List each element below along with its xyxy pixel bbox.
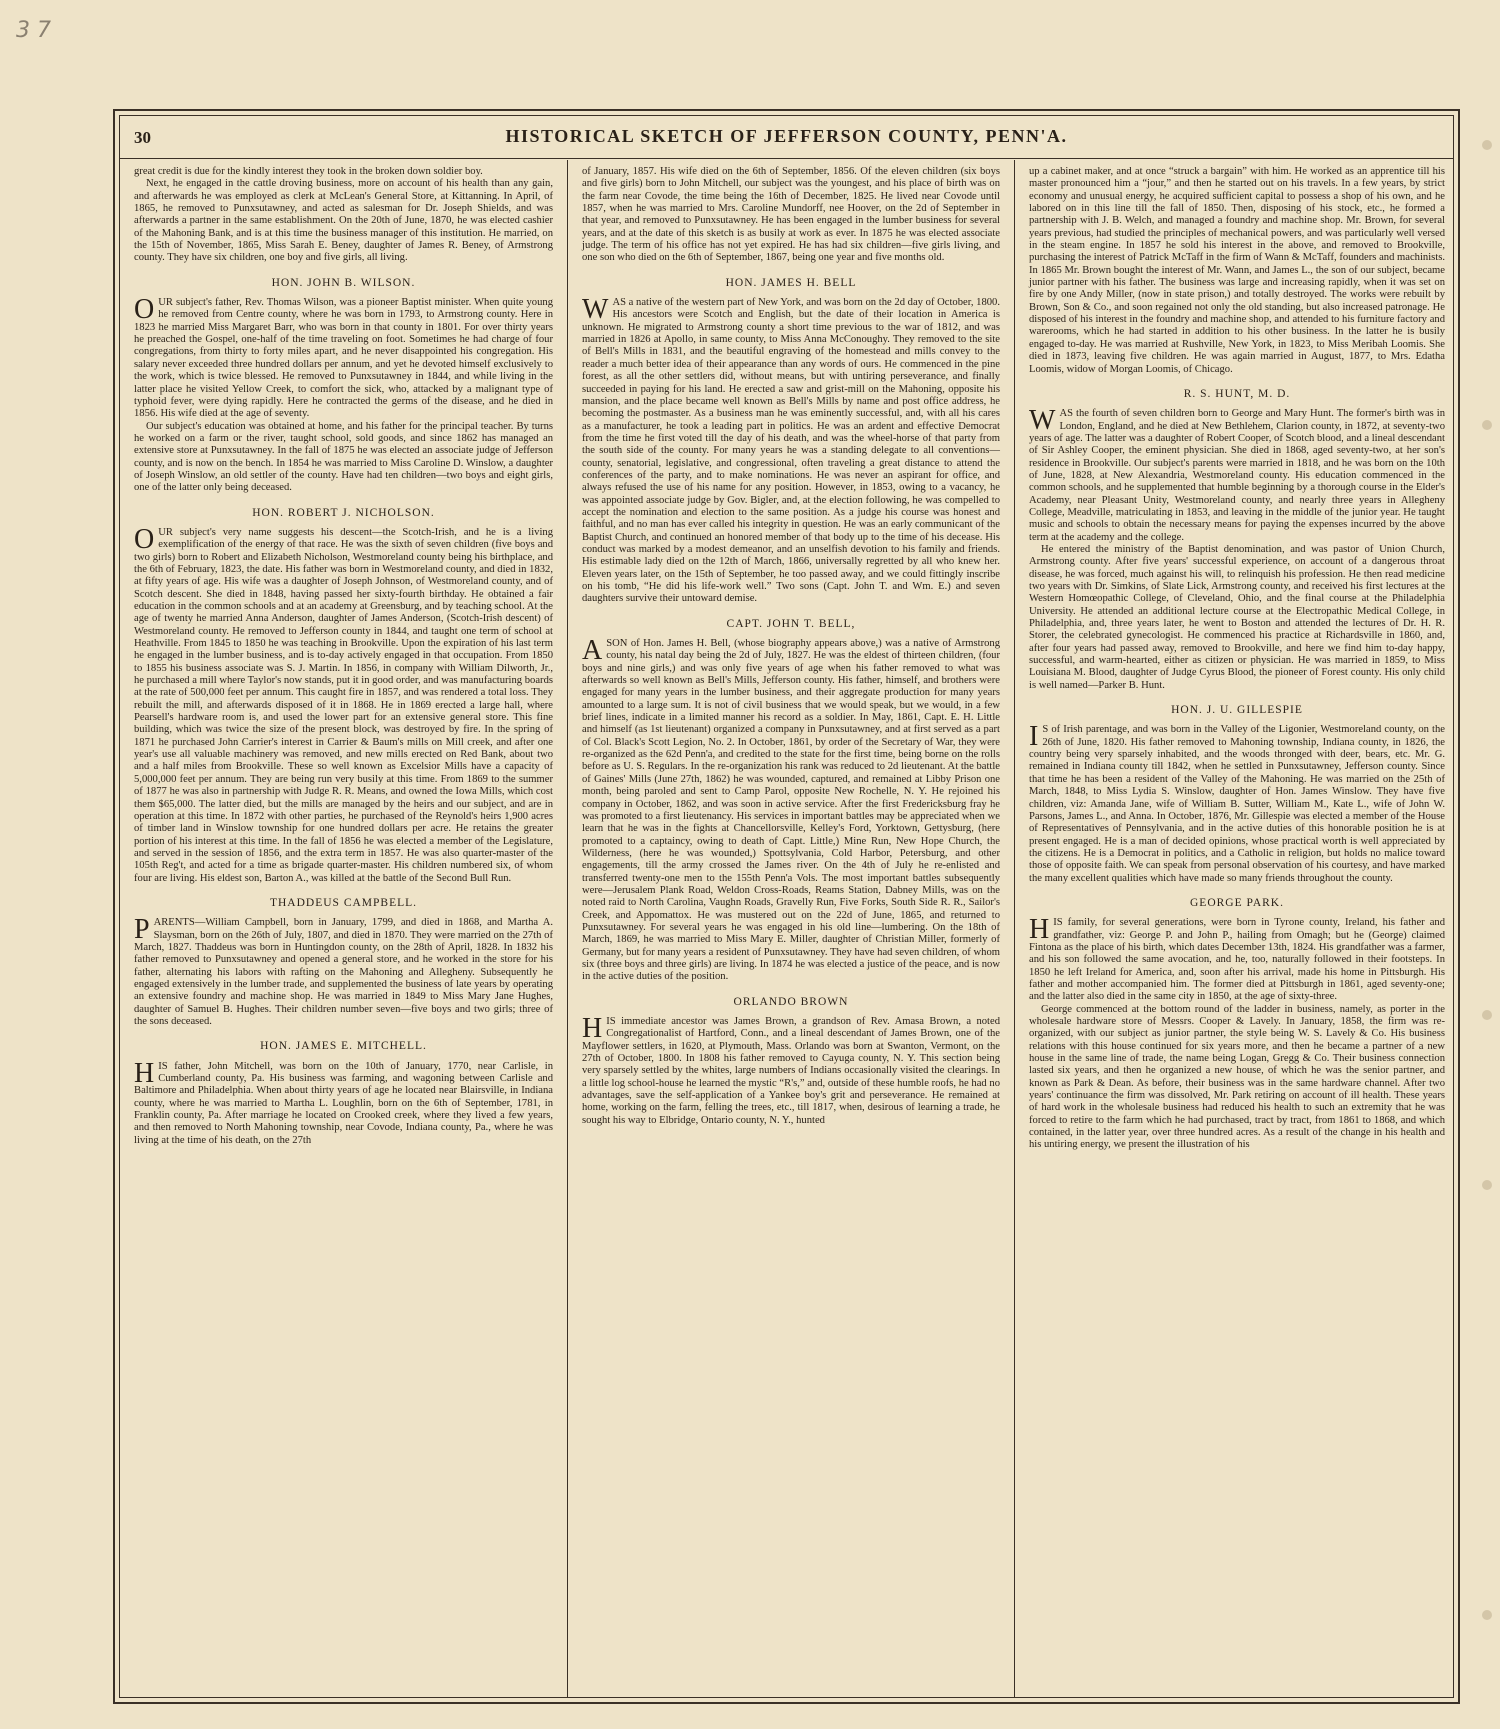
- paragraph: HIS immediate ancestor was James Brown, a grandson of Rev. Amasa Brown, a noted Congregationalist of Hartford, Conn., and a lineal descendant of James Brown, one of the Mayflower settlers, in 1620, at Plymouth, Mass. Orlando was born at Swanton, Vermont, on the 27th of October, 1800. In 1808 his father removed to Cayuga county, N. Y. This section being very sparsely settled by the whites, large numbers of Indians occasionally visited the clearings. In a little log school-house he learned the mystic “R's,” and, outside of these humble roofs, he had no advantages, save the self-application of a Yankee boy's grit and perseverance. He remained at home, working on the farm, felling the trees, etc., till 1817, when, desirous of learning a trade, he sought his way to Elbridge, Ontario county, N. Y., hunted: [582, 1013, 1000, 1126]
- binding-hole: [1482, 1010, 1492, 1020]
- paragraph: OUR subject's father, Rev. Thomas Wilson, was a pioneer Baptist minister. When quite young he removed from Centre county, where he was born in 1793, to Armstrong county. Here in 1823 he married Miss Margaret Barr, who was born in that county in 1801. For over thirty years he preached the Gospel, one-half of the time traveling on foot. Sometimes he had charge of four congregations, from thirty to forty miles apart, and he never disappointed his congregation. His salary never exceeded three hundred dollars per annum, and yet he devoted himself exclusively to the work, which is twice blessed. He removed to Punxsutawney in 1844, and while living in the latter place he visited Yellow Creek, to comfort the sick, who, attacked by a malignant type of typhoid fever, were dying rapidly. Here he contracted the germs of the disease, and he died in 1856. His wife died at the age of seventy.: [134, 294, 553, 420]
- binding-hole: [1482, 420, 1492, 430]
- paragraph: He entered the ministry of the Baptist denomination, and was pastor of Union Church, Armstrong county. After five years' successful experience, on account of a dangerous throat disease, he was forced, much against his will, to relinquish his profession. He then read medicine two years with Dr. Simkins, of Slate Lick, Armstrong county, and received his first lectures at the Western Homœopathic College, of Cleveland, Ohio, and the final course at the Philadelphia University. He attended an additional lecture course at the Electropathic Medical College, in Philadelphia, and, three years later, he went to Boston and attended the lectures of Dr. H. R. Storer, the celebrated gynecologist. He commenced his practice at Richardsville in 1860, and, after four years had passed away, removed to Brookville, and here we find him to-day happy, successful, and warm-hearted, either as citizen or physician. He was married in 1859, to Miss Louisiana M. Blood, daughter of Judge Cyrus Blood, the pioneer of Forest county. His only child is well named—Parker B. Hunt.: [1029, 543, 1445, 691]
- binding-hole: [1482, 140, 1492, 150]
- biography-heading: HON. J. U. GILLESPIE: [1171, 704, 1303, 717]
- paragraph: up a cabinet maker, and at once “struck a bargain” with him. He worked as an apprentice till his master pronounced him a “jour,” and then he started out on his travels. In a few years, by strict economy and unusual energy, he acquired sufficient capital to possess a shop of his own, and he labored on in this line till the fall of 1850. Then, disposing of his stock, etc., he formed a partnership with J. B. Welch, and managed a foundry and machine shop. Mr. Brown, for several years previous, had studied the principles of mechanical powers, and was particularly well versed in the steam engine. In 1857 he sold his interest in the above, and removed to Brookville, purchasing the interest of Patrick McTaff in the firm of Wann & McTaff, founders and machinists. In 1865 Mr. Brown bought the interest of Mr. Wann, and James L., the son of our subject, became junior partner with his father. The business was large and increasing rapidly, when it was set on fire by one Andy Miller, (now in state prison,) and totally destroyed. The works were rebuilt by Brown, Son & Co., and soon regained not only the old standing, but also increased patronage. He disposed of his interest in the foundry and machine shop, and attended to his furniture factory and warerooms, which he had started in addition to his other business. In the latter he is busily engaged to-day. He was married at Rushville, New York, in 1823, to Miss Meribah Loomis. She died in 1873, leaving five children. He was again married in August, 1877, to Mrs. Edatha Loomis, widow of Morgan Loomis, of Chicago.: [1029, 166, 1445, 375]
- biography-heading: GEORGE PARK.: [1189, 896, 1284, 909]
- binding-hole: [1482, 1610, 1492, 1620]
- running-title: HISTORICAL SKETCH OF JEFFERSON COUNTY, PENN'A.: [505, 126, 1068, 146]
- page-header: [120, 116, 1453, 159]
- biography-heading: CAPT. JOHN T. BELL,: [726, 617, 856, 630]
- paragraph: Our subject's education was obtained at home, and his father for the principal teacher. By turns he worked on a farm or the river, taught school, sold goods, and since 1862 has managed an extensive store at Punxsutawney. In the fall of 1875 he was elected an associate judge of Jefferson county, and is now on the bench. In 1854 he was married to Miss Caroline D. Winslow, a daughter of Joseph Winslow, an old settler of the county. Have had ten children—two boys and eight girls, one of the latter only being deceased.: [134, 420, 553, 494]
- paragraph: PARENTS—William Campbell, born in January, 1799, and died in 1868, and Martha A. Slaysman, born on the 26th of July, 1807, and died in 1870. They were married on the 27th of March, 1827. Thaddeus was born in Huntingdon county, on the 28th of April, 1828. In 1832 his father removed to Punxsutawney and opened a general store, and he worked in the store for his father, alternating his labors with rafting on the Mahoning and Allegheny. Subsequently he engaged extensively in the lumber trade, and supplemented the business of late years by operating an extensive foundry and machine shop. He was married in 1849 to Miss Mary Jane Hughes, daughter of Samuel B. Hughes. Their children number seven—five boys and two girls; three of the sons deceased.: [134, 914, 553, 1027]
- paragraph: of January, 1857. His wife died on the 6th of September, 1856. Of the eleven children (six boys and five girls) born to John Mitchell, our subject was the youngest, and his place of birth was on the farm near Covode, the time being the 16th of December, 1825. He lived near Covode until 1857, when he was married to Mrs. Caroline Mundorff, nee Hoover, on the 2d of September in that year, and removed to Punxsutawney. He has been engaged in the lumber business for several years, and at the date of this sketch is as busily at work as ever. In 1875 he was elected associate judge. The term of his office has not yet expired. He has had six children—five girls living, and one son who died on the 6th of September, 1867, being one year and five months old.: [582, 166, 1000, 264]
- paragraph: OUR subject's very name suggests his descent—the Scotch-Irish, and he is a living exemplification of the energy of that race. He was the sixth of seven children (five boys and two girls) born to Robert and Elizabeth Nicholson, Westmoreland county being his birthplace, and the 6th of February, 1823, the date. His father was born in Westmoreland county, and died in 1832, at fifty years of age. His wife was a daughter of Joseph Johnson, of Westmoreland county, and of Scotch descent. She died in 1848, having passed her sixty-fourth birthday. He obtained a fair education in the common schools and at an academy at Greensburg, and by teaching school. At the age of twenty he married Anna Anderson, daughter of James Anderson, (Scotch-Irish descent) of Westmoreland county. He removed to Jefferson county in 1844, and taught one term of school at Heathville. From 1845 to 1850 he was teaching in Brookville. Upon the expiration of his last term he engaged in the lumber business, and is to-day actively engaged in that occupation. From 1850 to 1855 his business associate was S. J. Martin. In 1856, in company with William Dilworth, Jr., he purchased a mill where Taylor's now stands, put it in good order, and was manufacturing boards at the rate of 500,000 feet per annum. This caught fire in 1857, and was rendered a total loss. They rebuilt the mill, and afterwards disposed of it in 1868. He in 1869 erected a large hall, where Pearsell's hardware room is, and used the lower part for an extensive general store. This fine building, which was twice the size of the present block, was destroyed by fire. In the spring of 1871 he purchased John Carrier's interest in Carrier & Baum's mills on Mill creek, and after one year's use all valuable machinery was removed, and new mills erected on Red Bank, about two and a half miles from Brookville. These so well known as Excelsior Mills have a capacity of 5,000,000 feet per annum. They are being run very busily at this time. From 1869 to the summer of 1877 he was also in partnership with Judge R. R. Means, and owned the Iowa Mills, which cost them $65,000. The latter died, but the mills are managed by the heirs and our subject, and are in operation at this time. In 1872 with other parties, he purchased of the Reynold's heirs 1,900 acres of timber land in Winslow township for one hundred dollars per acre. He retains the greater portion of his interest at this time. In the fall of 1856 he was elected a member of the Legislature, and served in the session of 1856, and the extra term in 1857. He was also quarter-master of the 105th Reg't, and acted for a time as brigade quarter-master. His children numbered six, of whom four are living. His eldest son, Barton A., was killed at the battle of the Second Bull Run.: [134, 523, 553, 884]
- biography-heading: HON. JAMES H. BELL: [725, 276, 857, 289]
- paragraph: ASON of Hon. James H. Bell, (whose biography appears above,) was a native of Armstrong county, his natal day being the 2d of July, 1827. He was the eldest of thirteen children, (four boys and nine girls,) and was only five years of age when his father removed to what was afterwards so well known as Bell's Mills, Jefferson county. His father, himself, and brothers were engaged for many years in the lumber business, and their aggregate production for many years amounted to a large sum. It is not of civil business that we would speak, but we would, in a few brief lines, indicate in a limited manner his record as a soldier. In May, 1861, Capt. E. H. Little and himself (as 1st lieutenant) organized a company in Punxsutawney, and at first served as a part of Col. Black's Scott Legion, No. 2. In October, 1861, by order of the Secretary of War, they were re-organized as the 62d Penn'a, and credited to the state for the first time, being borne on the rolls before as U. S. Regulars. In the re-organization his rank was reduced to 2d lieutenant. At the battle of Gaines' Mills (June 27th, 1862) he was wounded, captured, and remained at Libby Prison one month, being paroled and sent to Camp Parol, opposite New Rochelle, N. Y. He rejoined his company in October, 1862, and was soon in active service. After the first Fredericksburg fray he was promoted to a first lieutenancy. His services in important battles may be appreciated when we learn that he was in the fights at Chancellorsville, Kelley's Ford, Yorktown, Gettysburg, (here promoted to a captaincy, owing to death of Capt. Little,) Mine Run, New Hope Church, the Wilderness, (here he was wounded,) Spottsylvania, Cold Harbor, Petersburg, and other engagements, till the army crossed the James river. On the 4th of July he re-enlisted and transferred twenty-one men to the 155th Penn'a Vols. The most important battles subsequently were—Jerusalem Plank Road, Weldon Cross-Roads, Reams Station, Dabney Mills, was on the noted raid to North Carolina, Vaughn Roads, Gravelly Run, Five Forks, South Side R. R., Sailor's Creek, and Appomattox. He was mustered out on the 22d of June, 1865, and returned to Punxsutawney. For several years he was engaged in his old line—lumbering. On the 18th of March, 1869, he was married to Miss Mary E. Miller, daughter of Christian Miller, formerly of Germany, but for many years a resident of Punxsutawney. They have had seven children, of whom six (three boys and three girls) are living. In 1874 he was elected a justice of the peace, and is now in the active duties of the position.: [582, 635, 1000, 983]
- biography-heading: R. S. HUNT, M. D.: [1183, 387, 1291, 400]
- pencil-margin-note: 3 7: [16, 18, 51, 43]
- paragraph: WAS a native of the western part of New York, and was born on the 2d day of October, 1800. His ancestors were Scotch and English, but the date of their location in America is unknown. He migrated to Armstrong county a short time previous to the war of 1812, and was married in 1826 at Apollo, in same county, to Miss Anna McConoughy. They removed to the site of Bell's Mills in 1831, and the beautiful engraving of the homestead and mills convey to the reader a much better idea of their appearance than any words of ours. He commenced in the pine forest, as all the other settlers did, without means, but with untiring perseverance, and finally succeeded in paying for his land. He erected a saw and grist-mill on the Mahoning, opposite his mansion, and the place became well known as Bell's Mills by name and post office address, he becoming the postmaster. As a business man he was eminently successful, and, with all his cares as a manufacturer, he took a leading part in politics. He was an ardent and effective Democrat from the time he first voted till the day of his death, and was the wheel-horse of that party from the south side of the county. For many years he was a standing delegate to all conventions—county, senatorial, legislative, and congressional, often traveling a great distance to attend the conferences of the party, and to make nominations. He was never an aspirant for office, and always refused the use of his name for any position. However, in 1853, owing to a vacancy, he was appointed associate judge by Gov. Bigler, and, at the election following, he was compelled to accept the nomination and election to the same position. As a judge his course was honest and faithful, and no man has ever called his integrity in question. He was an early communicant of the Baptist Church, and continued an honored member of that body up to the time of his decease. His conduct was marked by a modest demeanor, and an unselfish devotion to his family and friends. His estimable lady died on the 12th of March, 1866, universally regretted by all who knew her. Eleven years later, on the 15th of September, he too passed away, and we could fittingly inscribe on his tomb, “He did his life-work well.” Two sons (Capt. John T. and Wm. E.) and seven daughters survive their untoward demise.: [582, 294, 1000, 605]
- paragraph: great credit is due for the kindly interest they took in the broken down soldier boy.: [134, 166, 483, 177]
- biography-heading: THADDEUS CAMPBELL.: [269, 896, 418, 909]
- paragraph: George commenced at the bottom round of the ladder in business, namely, as porter in the wholesale hardware store of Messrs. Cooper & Lavely. In January, 1858, the firm was re-organized, with our subject as junior partner, the style being W. S. Lavely & Co. His business relations with this house continued for six years more, and then he became a partner of a new house in the same line of trade, the name being Logan, Gregg & Co. Their business connection lasted six years, and then he organized a new house, of which he was the senior partner, and known as Park & Dean. As before, their business was in the same hardware channel. After two years' continuance the firm was dissolved, Mr. Park retiring on account of ill health. These years of hard work in the wholesale business had reduced his health to such an extremity that he was forced to retire to the farm which he had purchased, tract by tract, from 1861 to 1868, and which contained, in the latter year, over three hundred acres. As a result of the change in his health and his untiring energy, we present the illustration of his: [1029, 1003, 1445, 1151]
- paragraph: Next, he engaged in the cattle droving business, more on account of his health than any gain, and afterwards he was employed as clerk at McLean's General Store, at Kittanning. In April, of 1865, he removed to Punxsutawney, and acted as salesman for Dr. Joseph Shields, and was afterwards a partner in the same establishment. On the 20th of June, 1870, he was elected cashier of the Mahoning Bank, and is at this time the business manager of this institution. He married, on the 15th of November, 1865, Miss Sarah E. Beney, daughter of James R. Beney, of Armstrong county. They have six children, one boy and five girls, all living.: [134, 178, 553, 264]
- biography-heading: ORLANDO BROWN: [733, 995, 849, 1008]
- paragraph: WAS the fourth of seven children born to George and Mary Hunt. The former's birth was in London, England, and he died at New Bethlehem, Clarion county, in 1872, at seventy-two years of age. The latter was a daughter of Robert Cooper, of Scotch blood, and a lineal descendant of Sir Ashley Cooper, the eminent physician. She died in 1868, aged seventy-two, at her son's residence in Brookville. Our subject's parents were married in 1818, and he was born on the 10th of June, 1828, at New Alexandria, Westmoreland county. His education commenced in the common schools, and he supplemented that humble beginning by a thorough course in the Elder's Academy, near Pleasant Unity, Westmoreland county, and nearly three years in Allegheny College, Meadville, matriculating in 1853, and leaving in the middle of the junior year. He taught music and schools to obtain the necessary means for paying the expenses incurred by the above term at the academy and the college.: [1029, 405, 1445, 543]
- column-2: [568, 160, 1015, 1697]
- paragraph: IS of Irish parentage, and was born in the Valley of the Ligonier, Westmoreland county, on the 26th of June, 1820. His father removed to Mahoning township, Indiana county, in 1826, the country being very sparsely inhabited, and the woods thronged with deer, bears, etc. Mr. G. remained in Indiana county till 1842, when he settled in Punxsutawney, Jefferson county. Since that time he has been a resident of the Valley of the Mahoning. He was married on the 25th of March, 1848, to Miss Lydia S. Winslow, daughter of Hon. James Winslow. They have five children, viz: Amanda Jane, wife of William B. Sutter, William M., Kate L., wife of John W. Parsons, James L., and Anna. In October, 1876, Mr. Gillespie was elected a member of the House of Representatives of Pennsylvania, and in the active duties of this honorable position he is at present engaged. He is a man of decided opinions, whose practical worth is well appreciated by the citizens. He is a Democrat in politics, and a Catholic in religion, but holds no malice toward those of opposite faith. We can speak from personal observation of his courtesy, and have marked the many excellent qualities which have made so many friends throughout the county.: [1029, 721, 1445, 884]
- biography-heading: HON. JAMES E. MITCHELL.: [260, 1040, 427, 1053]
- paragraph: HIS father, John Mitchell, was born on the 10th of January, 1770, near Carlisle, in Cumberland county, Pa. His business was farming, and wagoning between Carlisle and Baltimore and Philadelphia. When about thirty years of age he located near Blairsville, in Indiana county, where he was married to Martha L. Loughlin, born on the 6th of September, 1781, in Franklin county, Pa. After marriage he located on Crooked creek, where they lived a few years, and then removed to North Mahoning township, near Covode, Indiana county, Pa., where he was living at the time of his death, on the 27th: [134, 1057, 553, 1146]
- binding-hole: [1482, 1180, 1492, 1190]
- page-number: 30: [134, 128, 151, 147]
- column-1: [120, 160, 568, 1697]
- paragraph: HIS family, for several generations, were born in Tyrone county, Ireland, his father and grandfather, viz: George P. and John P., hailing from Omagh; but he (George) claimed Fintona as the place of his birth, which dates December 13th, 1824. His grandfather was a farmer, and his son followed the same avocation, and he, too, naturally followed in their footsteps. In 1850 he left Ireland for America, and, soon after his arrival, made his home in Pittsburgh. His father and mother accompanied him. The former died at Pittsburgh in 1861, aged seventy-one; and the latter also died in the same city in 1850, at the age of sixty-three.: [1029, 914, 1445, 1003]
- column-3: [1015, 160, 1459, 1697]
- page-frame: [113, 109, 1460, 1704]
- text-columns: [120, 160, 1453, 1697]
- biography-heading: HON. JOHN B. WILSON.: [271, 276, 416, 289]
- biography-heading: HON. ROBERT J. NICHOLSON.: [252, 506, 435, 519]
- inner-rule: [119, 115, 1454, 1698]
